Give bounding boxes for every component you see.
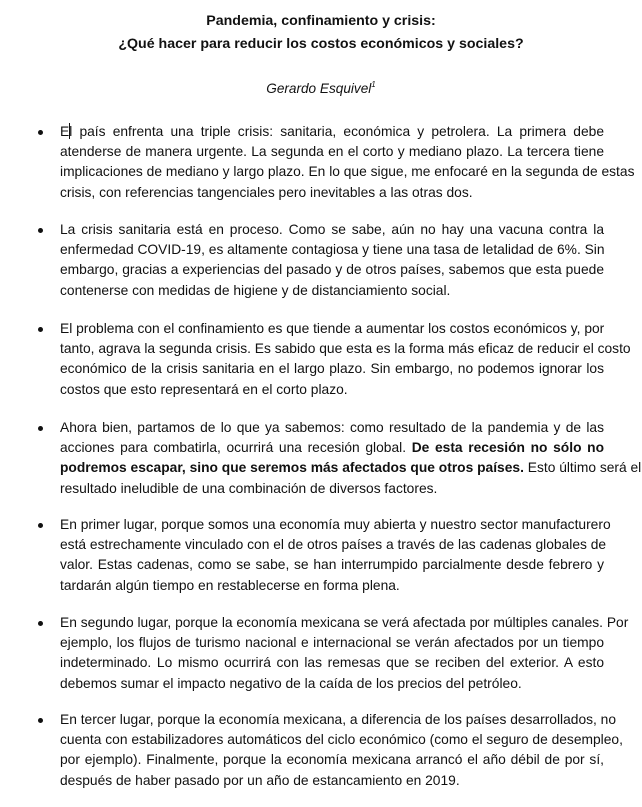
paragraph-2[interactable] [60, 220, 604, 301]
bold-text-segment: podremos escapar, sino que seremos más afectados que otros países. [60, 460, 524, 476]
paragraph-6[interactable] [60, 613, 629, 694]
text-line: después de haber pasado por un año de estancamiento en 2019. [60, 772, 460, 788]
paragraph-1[interactable] [60, 122, 635, 203]
text-line: valor. Estas cadenas, como se sabe, se han interrumpido parcialmente desde febrero y [60, 557, 604, 573]
text-line: En primer lugar, porque somos una economía muy abierta y nuestro sector manufacturero [60, 517, 611, 532]
bullet-icon [38, 523, 43, 528]
text-line: crisis, con referencias tangenciales pero inevitables a las otras dos. [60, 184, 473, 200]
author-line [0, 76, 642, 98]
text-line-rest: l país enfrenta una triple crisis: sanitaria, económica y petrolera. La primera debe [69, 124, 604, 139]
text-line [60, 438, 604, 458]
text-line: contenerse con medidas de higiene y de distanciamiento social. [60, 282, 451, 298]
text-line: debemos sumar el impacto negativo de la caída de los precios del petróleo. [60, 675, 522, 691]
text-line [60, 458, 642, 478]
paragraph-7[interactable] [60, 710, 623, 791]
paragraph-4[interactable] [60, 418, 642, 499]
text-line: tanto, agrava la segunda crisis. Es sabido que esta es la forma más eficaz de reducir el costo [60, 341, 631, 357]
text-line: En segundo lugar, porque la economía mexicana se verá afectada por múltiples canales. Por [60, 615, 629, 630]
text-line: ejemplo, los flujos de turismo nacional e internacional se verán afectados por un tiempo [60, 635, 604, 651]
text-line: indeterminado. Lo mismo ocurrirá con las remesas que se reciben del exterior. A esto [60, 655, 604, 671]
text-line: está estrechamente vinculado con el de otros países a través de las cadenas globales de [60, 537, 607, 553]
text-line: La crisis sanitaria está en proceso. Como se sabe, aún no hay una vacuna contra la [60, 222, 604, 237]
text-line [60, 122, 604, 142]
text-line: embargo, gracias a experiencias del pasado y de otros países, sabemos que esta puede [60, 262, 604, 278]
text-line: enfermedad COVID-19, es altamente contagiosa y tiene una tasa de letalidad de 6%. Sin [60, 242, 605, 258]
bold-text-segment: De esta recesión no sólo no [411, 440, 605, 456]
bullet-icon [38, 621, 43, 626]
text-line-start: E [60, 124, 70, 139]
bullet-icon [38, 327, 43, 332]
text-line: costos que esto representará en el corto plazo. [60, 381, 348, 397]
text-segment: Esto último será el [523, 460, 642, 476]
paragraph-3[interactable] [60, 319, 631, 400]
text-line: atenderse de manera urgente. La segunda en el corto y mediano plazo. La tercera tiene [60, 144, 604, 160]
bullet-icon [38, 130, 43, 135]
title-line-1: Pandemia, confinamiento y crisis: [206, 13, 436, 29]
author-footnote-marker: 1 [371, 80, 376, 89]
text-line: En tercer lugar, porque la economía mexicana, a diferencia de los países desarrollados, no [60, 712, 617, 727]
text-line: tardarán algún tiempo en restablecerse en forma plena. [60, 577, 400, 593]
paragraph-5[interactable] [60, 515, 611, 596]
text-line: económico de la crisis sanitaria en el largo plazo. Sin embargo, no podemos ignorar los [60, 361, 604, 377]
bullet-icon [38, 718, 43, 723]
author-name: Gerardo Esquivel [266, 81, 372, 96]
text-line: por ejemplo). Finalmente, porque la economía mexicana arrancó el año débil de por sí, [60, 752, 604, 768]
bullet-icon [38, 426, 43, 431]
text-line: Ahora bien, partamos de lo que ya sabemos: como resultado de la pandemia y de las [60, 420, 604, 435]
text-line: implicaciones de mediano y largo plazo. En lo que sigue, me enfocaré en la segunda de estas [60, 164, 635, 180]
text-line: resultado ineludible de una combinación de diversos factores. [60, 480, 438, 496]
text-line: cuenta con estabilizadores automáticos del ciclo económico (como el seguro de desempleo, [60, 732, 623, 748]
text-line: El problema con el confinamiento es que tiende a aumentar los costos económicos y, por [60, 321, 605, 336]
text-segment: acciones para combatirla, ocurrirá una recesión global. [60, 440, 412, 456]
bullet-icon [38, 228, 43, 233]
title-line-2: ¿Qué hacer para reducir los costos económicos y sociales? [118, 36, 524, 52]
